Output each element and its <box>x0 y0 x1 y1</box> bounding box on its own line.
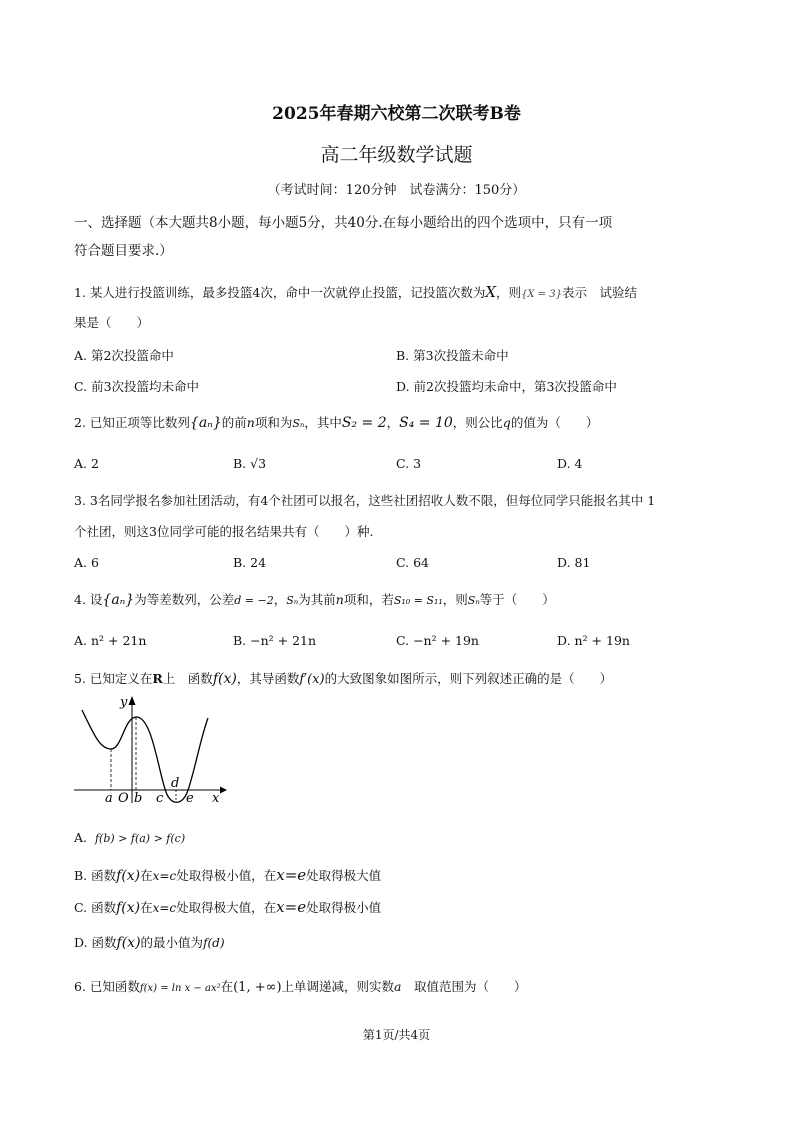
q5-c-fx: f(x) <box>116 900 141 916</box>
q3-option-c: C. 64 <box>396 555 429 570</box>
q5-c-mid2: 处取得极大值，在 <box>176 900 277 915</box>
q5-c-xc: x=c <box>152 901 177 915</box>
q2-text-mid3: ，其中 <box>304 415 342 430</box>
q4-cond: S₁₀ = S₁₁ <box>393 594 443 607</box>
label-y: y <box>120 695 128 710</box>
q2-q: q <box>502 415 511 430</box>
q5-option-a <box>74 830 185 845</box>
q2-text-pre: 2. 已知正项等比数列 <box>74 415 190 430</box>
q1-option-c: C. 前3次投篮均未命中 <box>74 379 200 394</box>
q1-text-post: 表示 试验结 <box>562 285 638 300</box>
q6-text-post: 取值范围为（ ） <box>401 979 527 994</box>
q2-text-post: 的值为（ ） <box>510 415 599 430</box>
q5-option-a-label: A. <box>74 830 88 845</box>
derivative-graph <box>70 690 230 810</box>
q1-option-a: A. 第2次投篮命中 <box>74 348 174 363</box>
q5-c-post: 处取得极小值 <box>306 900 382 915</box>
q2-option-d: D. 4 <box>557 456 583 471</box>
x-axis-arrow <box>220 787 227 794</box>
q2-option-b: B. √3 <box>233 456 267 471</box>
question-2 <box>74 413 598 431</box>
question-3-line2: 个社团，则这3位同学可能的报名结果共有（ ）种. <box>74 524 374 539</box>
question-1-line2: 果是（ ） <box>74 315 150 330</box>
q4-sn: Sₙ <box>286 594 299 607</box>
question-6 <box>74 977 527 995</box>
q2-sep: ， <box>386 415 400 430</box>
q6-text-mid2: 上单调递减，则实数 <box>281 979 395 994</box>
q5-fx: f(x) <box>212 671 237 687</box>
page-number: 第1页/共4页 <box>362 1028 431 1042</box>
exam-title: 2025年春期六校第二次联考B卷 <box>272 104 521 124</box>
q3-option-d: D. 81 <box>557 555 591 570</box>
q2-text-mid2: 项和为 <box>254 415 293 430</box>
q6-text-mid1: 在 <box>220 979 234 994</box>
q5-c-pre: C. 函数 <box>74 900 117 915</box>
q2-cond1: S₂ = 2 <box>341 415 387 431</box>
q4-d: d = −2 <box>234 594 274 607</box>
q4-text-mid5: ，则 <box>442 592 468 607</box>
q2-option-a: A. 2 <box>74 456 99 471</box>
q5-option-c <box>74 898 381 916</box>
label-x: x <box>212 791 220 806</box>
q5-c-mid1: 在 <box>140 900 153 915</box>
q5-c-xe: x=e <box>276 898 307 916</box>
q4-option-b: B. −n² + 21n <box>233 633 317 648</box>
question-4 <box>74 590 555 608</box>
q5-d-mid: 的最小值为 <box>140 935 204 950</box>
q3-option-b: B. 24 <box>233 555 267 570</box>
derivative-curve <box>82 710 208 802</box>
q4-text-mid1: 为等差数列，公差 <box>134 592 235 607</box>
q5-text-pre: 5. 已知定义在 <box>74 671 153 686</box>
exam-info: （考试时间：120分钟 试卷满分：150分） <box>267 183 526 198</box>
label-b: b <box>134 791 143 806</box>
q1-event: {X = 3} <box>521 289 563 300</box>
q5-b-mid2: 处取得极小值，在 <box>176 868 277 883</box>
q4-text-mid3: 为其前 <box>298 592 336 607</box>
q5-b-xe: x=e <box>276 866 307 884</box>
q5-b-mid1: 在 <box>140 868 153 883</box>
q6-a: a <box>394 979 402 994</box>
label-c: c <box>156 791 164 806</box>
q5-option-d <box>74 933 225 951</box>
q2-option-c: C. 3 <box>396 456 422 471</box>
q4-text-mid4: 项和，若 <box>343 592 394 607</box>
question-3-line1: 3. 3名同学报名参加社团活动，有4个社团可以报名，这些社团招收人数不限，但每位同学只能报名其中 1 <box>74 493 656 508</box>
q4-text-mid2: ， <box>273 592 287 607</box>
q5-b-post: 处取得极大值 <box>306 868 382 883</box>
q5-option-b <box>74 866 381 884</box>
q4-n: n <box>335 592 344 607</box>
q3-option-a: A. 6 <box>74 555 99 570</box>
q2-sn: Sₙ <box>292 417 305 430</box>
q1-text-mid: ，则 <box>496 285 522 300</box>
q1-option-b: B. 第3次投篮未命中 <box>396 348 509 363</box>
q4-seq: {aₙ} <box>102 592 135 608</box>
q2-seq: {aₙ} <box>189 415 222 431</box>
q5-text-mid2: ，其导函数 <box>236 671 300 686</box>
q1-text-pre: 1. 某人进行投篮训练，最多投篮4次，命中一次就停止投篮，记投篮次数为 <box>74 285 486 300</box>
exam-subtitle: 高二年级数学试题 <box>320 144 473 166</box>
label-d: d <box>171 776 180 791</box>
q6-text-pre: 6. 已知函数 <box>74 979 140 994</box>
q2-cond2: S₄ = 10 <box>399 415 453 431</box>
q6-interval: (1, +∞) <box>233 980 282 995</box>
label-origin: O <box>118 791 129 806</box>
q2-text-mid4: ，则公比 <box>452 415 503 430</box>
label-e: e <box>186 791 194 806</box>
q5-option-a-expr: f(b) > f(a) > f(c) <box>94 832 186 845</box>
y-axis-arrow <box>129 696 136 705</box>
q6-fx: f(x) = ln x − ax² <box>139 983 221 994</box>
question-5 <box>74 669 612 687</box>
q5-d-fx: f(x) <box>116 935 141 951</box>
question-1-line1 <box>74 283 637 301</box>
q5-b-pre: B. 函数 <box>74 868 117 883</box>
section-heading-line1: 一、选择题（本大题共8小题，每小题5分，共40分.在每小题给出的四个选项中，只有一项 <box>74 215 613 231</box>
q4-option-a: A. n² + 21n <box>74 633 147 648</box>
q4-text-post: 等于（ ） <box>479 592 555 607</box>
q2-text-mid1: 的前 <box>221 415 247 430</box>
q5-d-fd: f(d) <box>203 936 225 950</box>
q5-text-post: 的大致图象如图所示，则下列叙述正确的是（ ） <box>324 671 613 686</box>
q4-sn2: Sₙ <box>467 594 480 607</box>
label-a: a <box>105 791 113 806</box>
q5-r: R <box>152 671 163 686</box>
q5-fpx: f′(x) <box>299 672 325 687</box>
section-heading-line2: 符合题目要求.） <box>74 243 173 259</box>
q5-text-mid1: 上 函数 <box>162 671 213 686</box>
q2-n: n <box>246 415 255 430</box>
q4-option-c: C. −n² + 19n <box>396 633 479 648</box>
q5-b-fx: f(x) <box>116 868 141 884</box>
q5-d-pre: D. 函数 <box>74 935 117 950</box>
q5-b-xc: x=c <box>152 869 177 883</box>
q1-option-d: D. 前2次投篮均未命中，第3次投篮命中 <box>396 379 617 394</box>
q4-text-pre: 4. 设 <box>74 592 103 607</box>
q1-var-x: X <box>485 283 497 301</box>
q4-option-d: D. n² + 19n <box>557 633 630 648</box>
